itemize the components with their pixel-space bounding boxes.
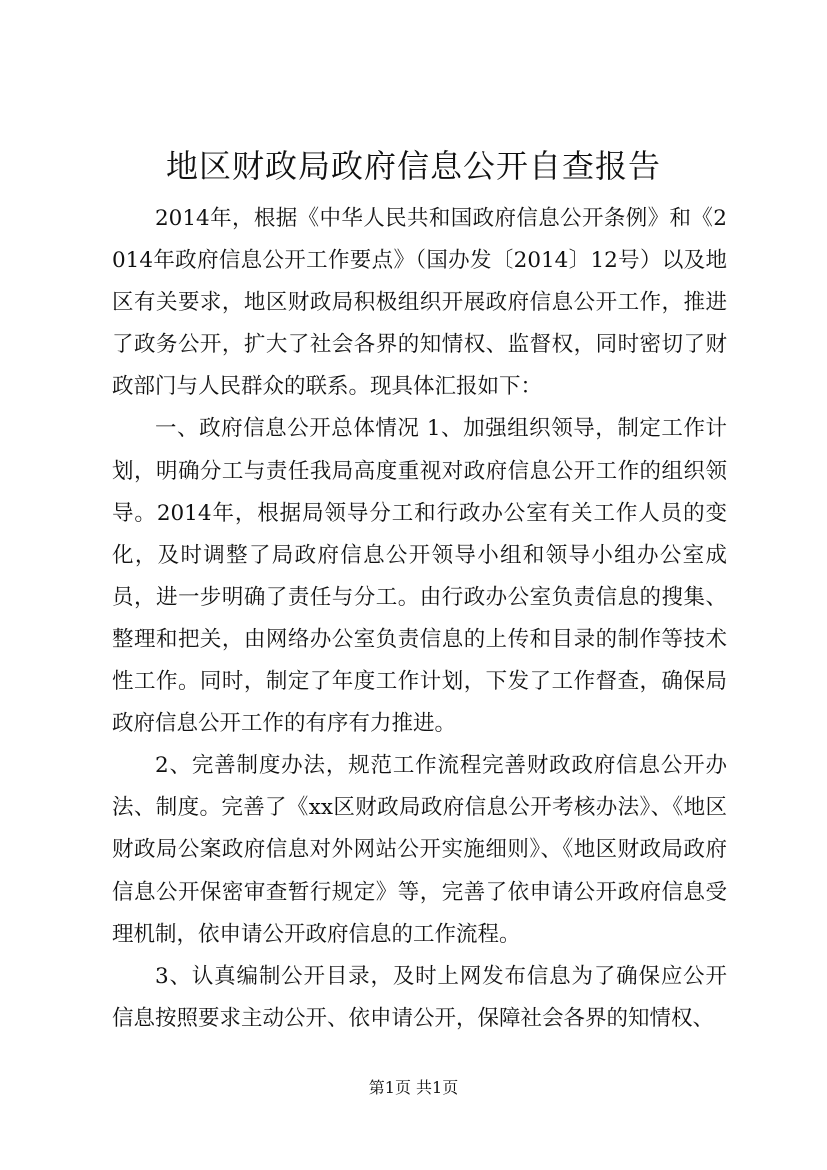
paragraph-section-1: 一、政府信息公开总体情况 1、加强组织领导，制定工作计划，明确分工与责任我局高度重视对政府信息公开工作的组织领导。2014年，根据局领导分工和行政办公室有关工作人员的变化，及时调整了局政府信息公开领导小组和领导小组办公室成员，进一步明确了责任与分工。由行政办公室负责信息的搜集、整理和把关，由网络办公室负责信息的上传和目录的制作等技术性工作。同时，制定了年度工作计划，下发了工作督查，确保局政府信息公开工作的有序有力推进。 (112, 416, 727, 737)
document-title: 地区财政局政府信息公开自查报告 (165, 147, 661, 185)
paragraph-intro: 2014年，根据《中华人民共和国政府信息公开条例》和《2014年政府信息公开工作要点》（国办发〔2014〕12号）以及地区有关要求，地区财政局积极组织开展政府信息公开工作，推进了政务公开，扩大了社会各界的知情权、监督权，同时密切了财政部门与人民群众的联系。现具体汇报如下： (112, 206, 727, 400)
page-footer: 第1页 共1页 (368, 1078, 459, 1097)
paragraph-section-3: 3、认真编制公开目录，及时上网发布信息为了确保应公开信息按照要求主动公开、依申请公开，保障社会各界的知情权、 (112, 963, 727, 1031)
paragraph-section-2: 2、完善制度办法，规范工作流程完善财政政府信息公开办法、制度。完善了《xx区财政局政府信息公开考核办法》、《地区财政局公案政府信息对外网站公开实施细则》、《地区财政局政府信息公开保密审查暂行规定》等，完善了依申请公开政府信息受理机制，依申请公开政府信息的工作流程。 (112, 753, 727, 947)
document-body (112, 198, 727, 1040)
